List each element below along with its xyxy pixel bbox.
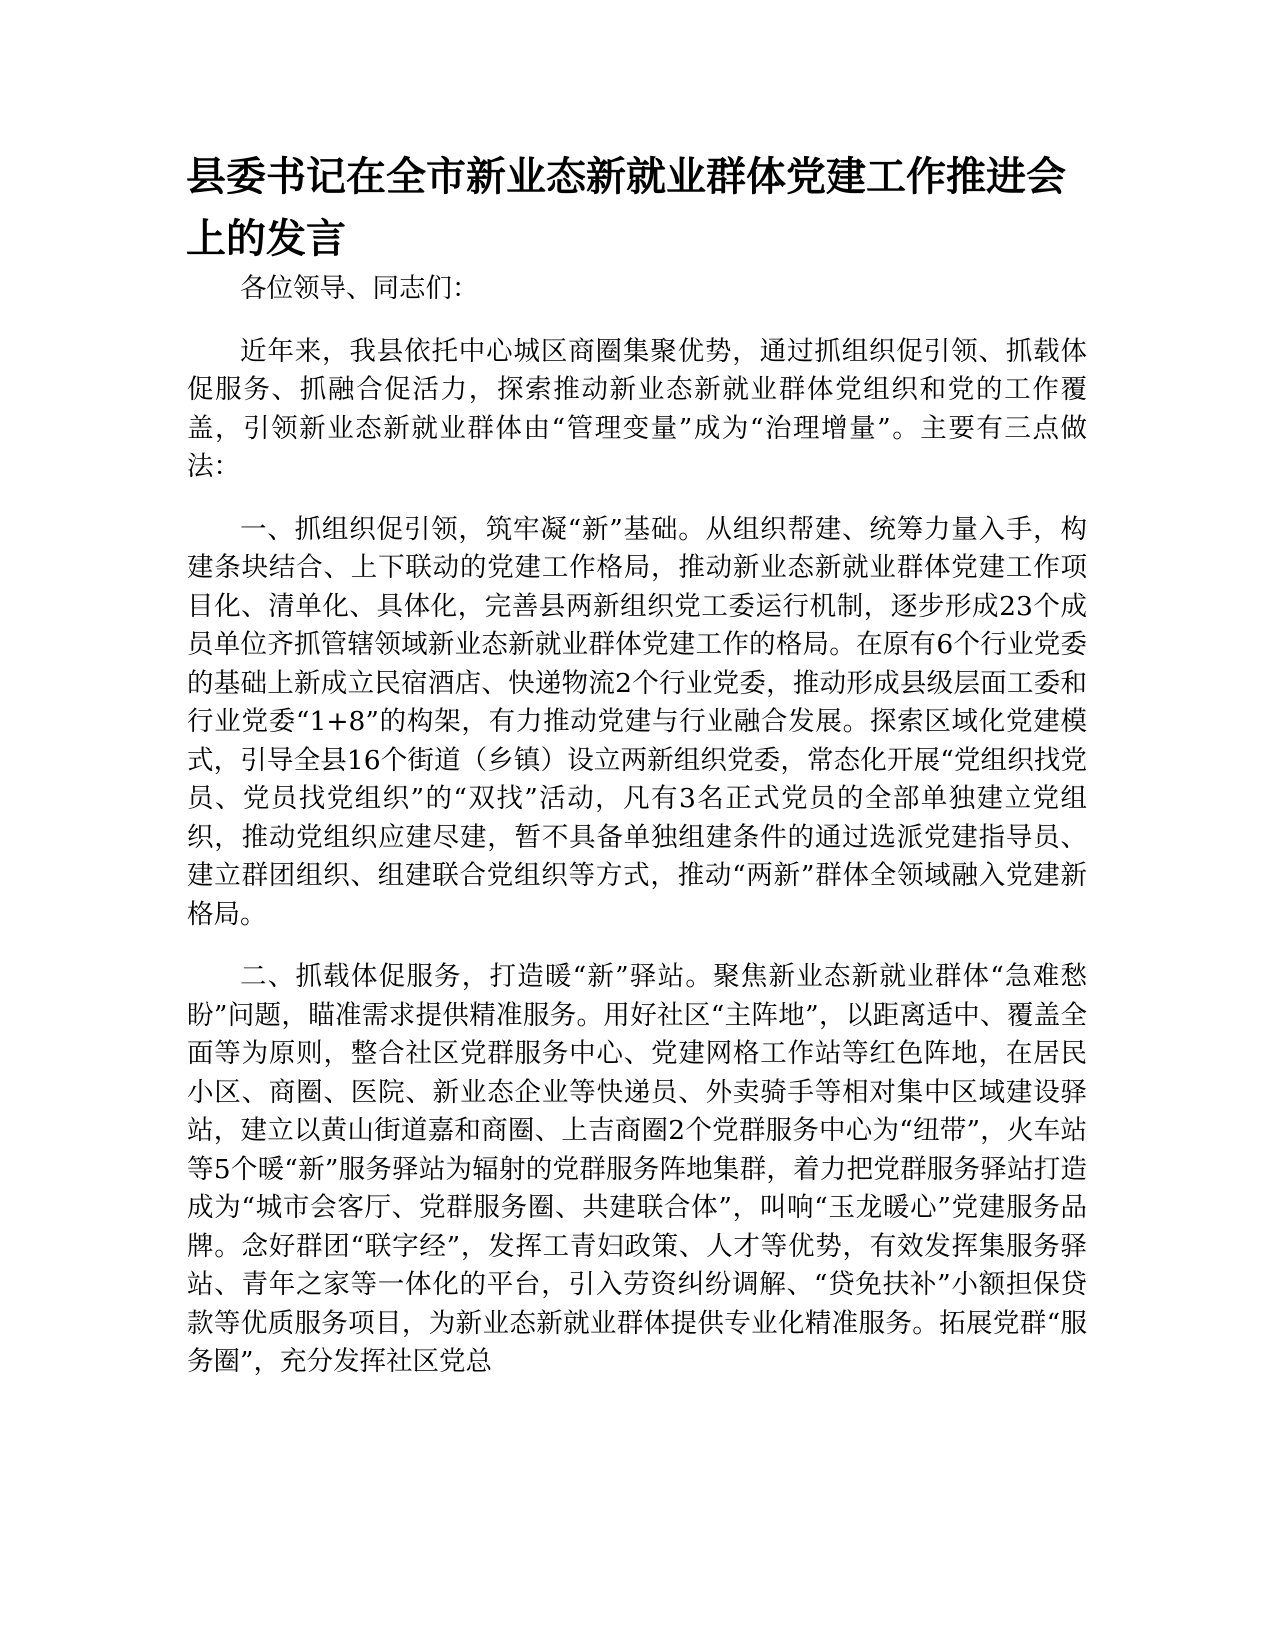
section-one-paragraph: 一、抓组织促引领，筑牢凝“新”基础。从组织帮建、统筹力量入手，构建条块结合、上下联动的党建工作格局，推动新业态新就业群体党建工作项目化、清单化、具体化，完善县两新组织党工委运行机制，逐步形成23个成员单位齐抓管辖领域新业态新就业群体党建工作的格局。在原有6个行业党委的基础上新成立民宿酒店、快递物流2个行业党委，推动形成县级层面工委和行业党委“1+8”的构架，有力推动党建与行业融合发展。探索区域化党建模式，引导全县16个街道（乡镇）设立两新组织党委，常态化开展“党组织找党员、党员找党组织”的“双找”活动，凡有3名正式党员的全部单独建立党组织，推动党组织应建尽建，暂不具备单独组建条件的通过选派党建指导员、建立群团组织、组建联合党组织等方式，推动“两新”群体全领域融入党建新格局。 — [187, 513, 1087, 930]
document-title: 县委书记在全市新业态新就业群体党建工作推进会上的发言 — [186, 154, 1066, 262]
salutation-paragraph: 各位领导、同志们： — [240, 273, 479, 304]
document-body — [187, 270, 1087, 1406]
section-two-paragraph: 二、抓载体促服务，打造暖“新”驿站。聚焦新业态新就业群体“急难愁盼”问题，瞄准需求提供精准服务。用好社区“主阵地”，以距离适中、覆盖全面等为原则，整合社区党群服务中心、党建网格工作站等红色阵地，在居民小区、商圈、医院、新业态企业等快递员、外卖骑手等相对集中区域建设驿站，建立以黄山街道嘉和商圈、上吉商圈2个党群服务中心为“纽带”，火车站等5个暖“新”服务驿站为辐射的党群服务阵地集群，着力把党群服务驿站打造成为“城市会客厅、党群服务圈、共建联合体”，叫响“玉龙暖心”党建服务品牌。念好群团“联字经”，发挥工青妇政策、人才等优势，有效发挥集服务驿站、青年之家等一体化的平台，引入劳资纠纷调解、“贷免扶补”小额担保贷款等优质服务项目，为新业态新就业群体提供专业化精准服务。拓展党群“服务圈”，充分发挥社区党总 — [187, 961, 1087, 1377]
intro-paragraph: 近年来，我县依托中心城区商圈集聚优势，通过抓组织促引领、抓载体促服务、抓融合促活力，探索推动新业态新就业群体党组织和党的工作覆盖，引领新业态新就业群体由“管理变量”成为“治理增量”。主要有三点做法： — [187, 335, 1087, 482]
